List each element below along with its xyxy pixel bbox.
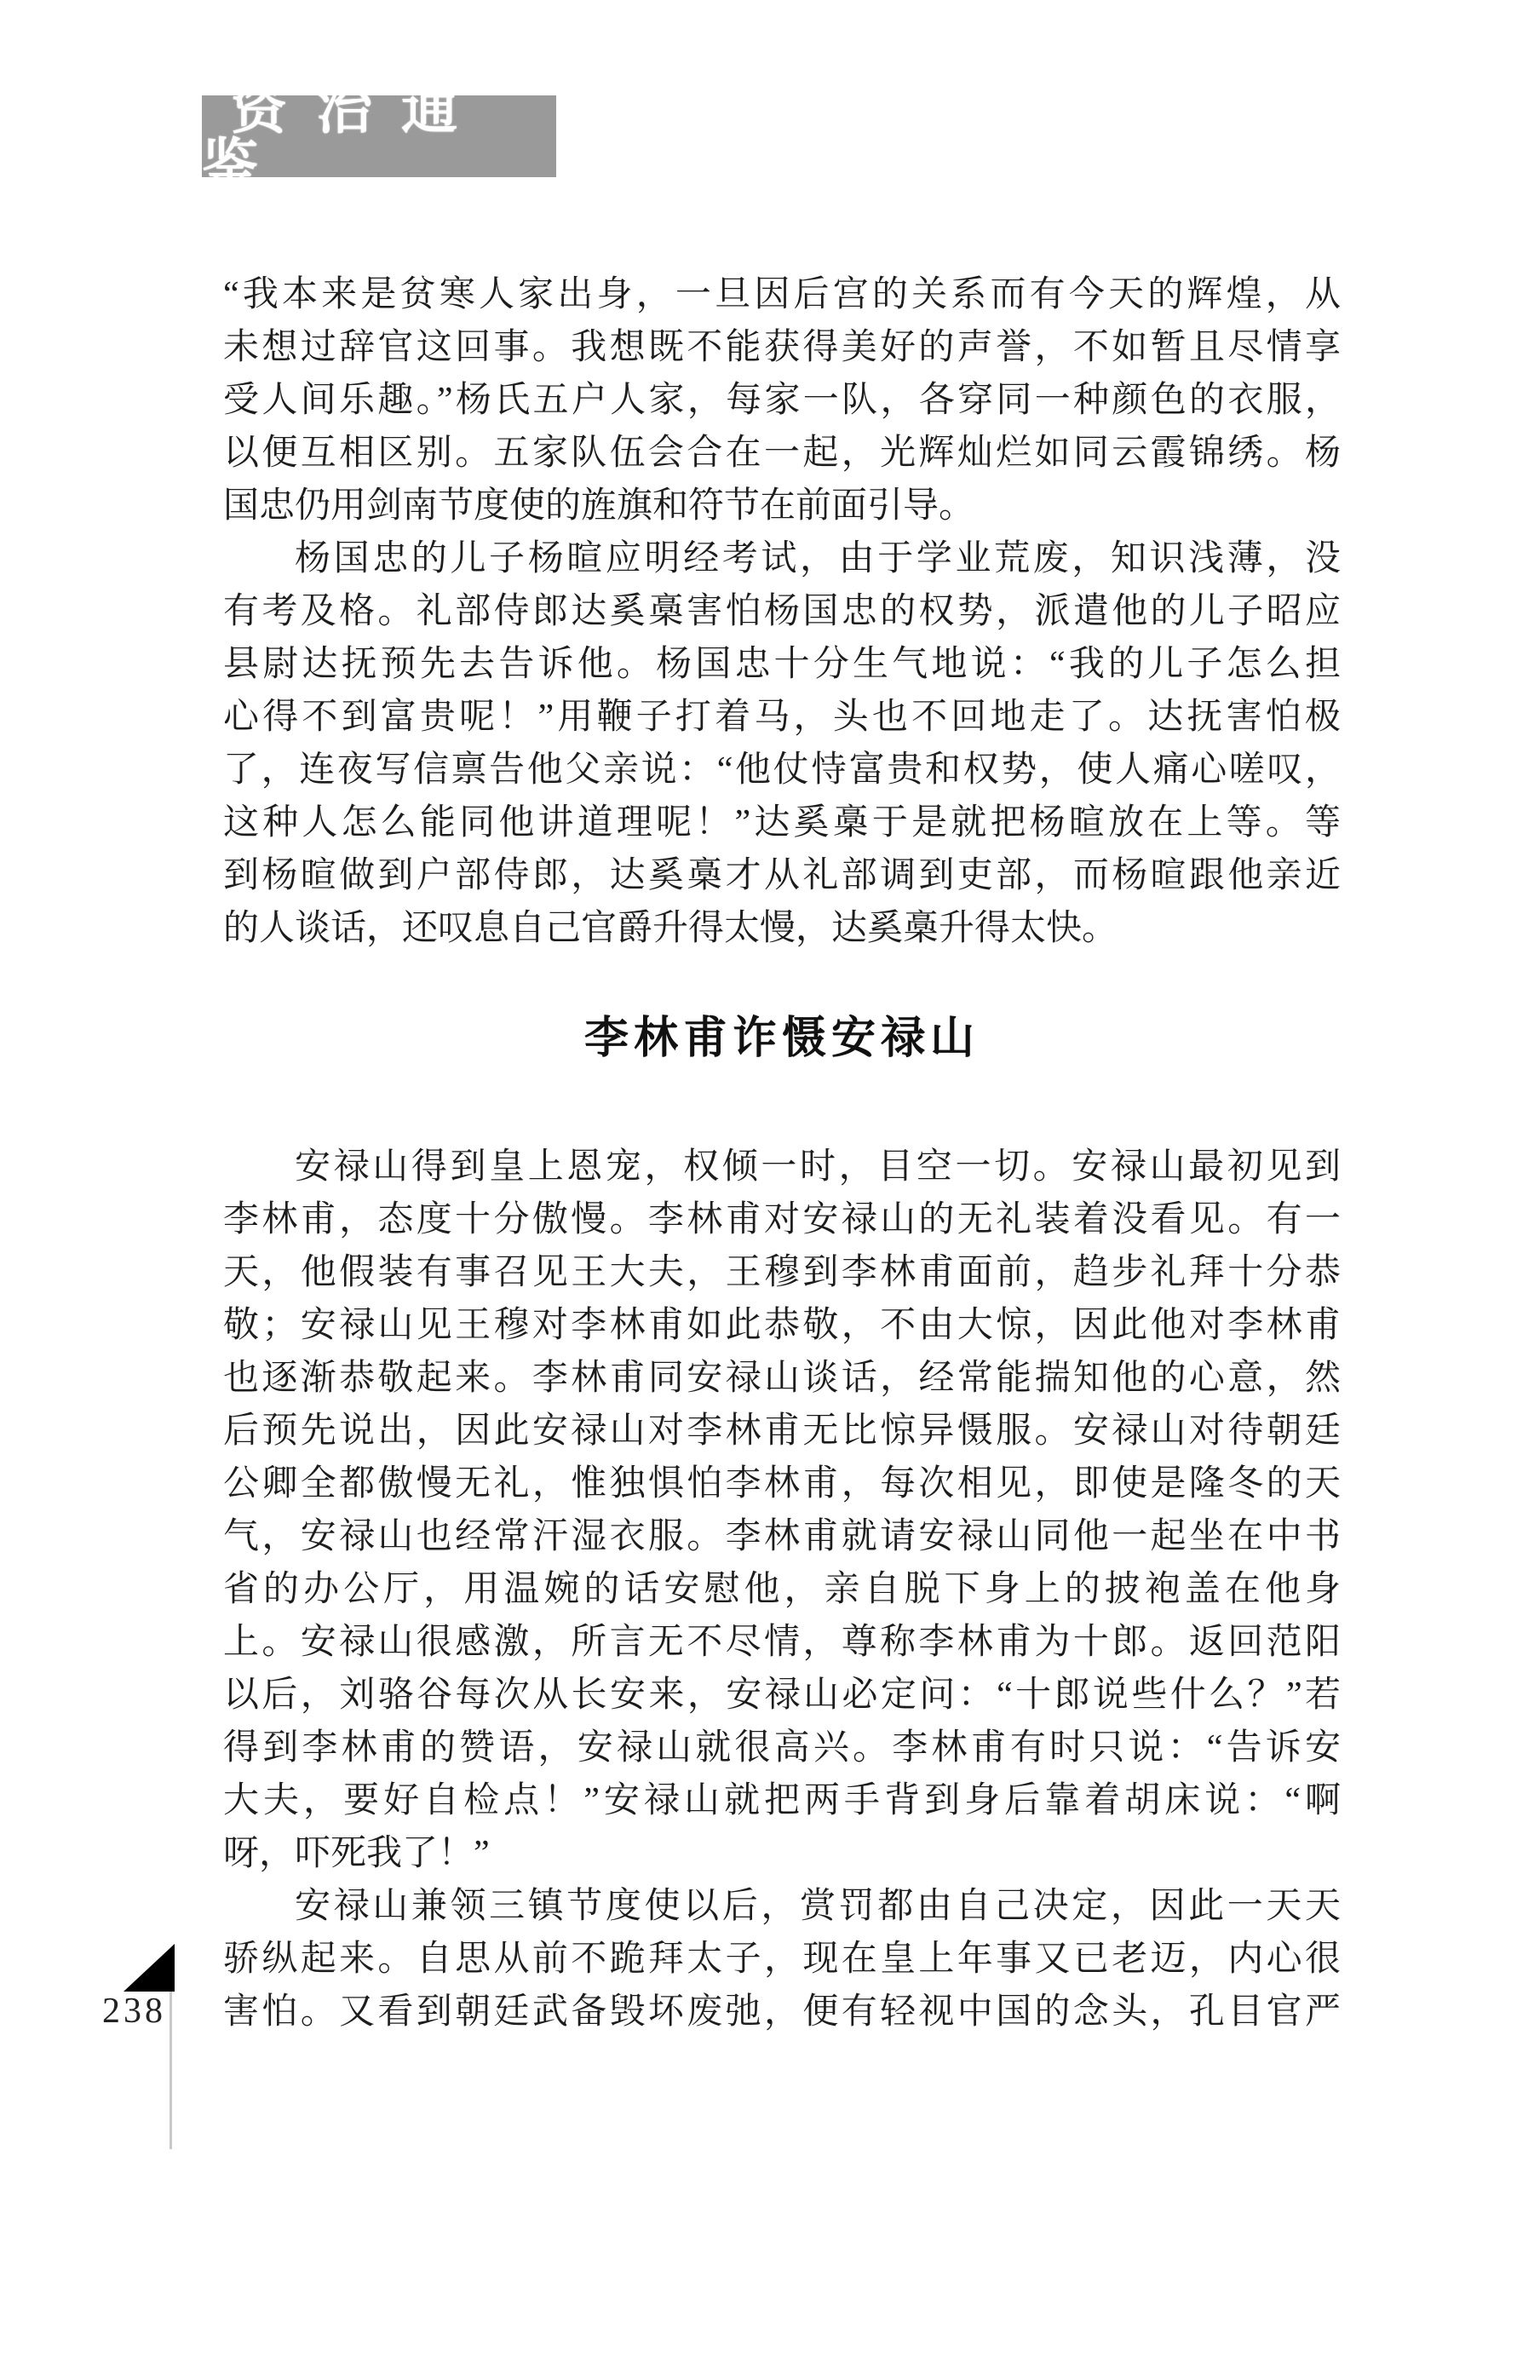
text-line: 呀，吓死我了！” xyxy=(223,1834,490,1873)
text-line: 了，连夜写信禀告他父亲说：“他仗恃富贵和权势，使人痛心嗟叹， xyxy=(223,750,1341,790)
text-line: 有考及格。礼部侍郎达奚槀害怕杨国忠的权势，派遣他的儿子昭应 xyxy=(223,592,1341,631)
text-line: 敬；安禄山见王穆对李林甫如此恭敬，不由大惊，因此他对李林甫 xyxy=(223,1306,1341,1345)
text-line: 心得不到富贵呢！”用鞭子打着马，头也不回地走了。达抚害怕极 xyxy=(223,698,1341,737)
corner-triangle-marker xyxy=(124,1944,175,1992)
paragraph xyxy=(223,1141,1341,1880)
text-line: 安禄山兼领三镇节度使以后，赏罚都由自己决定，因此一天天 xyxy=(295,1887,1341,1926)
book-title: 资治通鉴 xyxy=(202,77,486,196)
text-line: 后预先说出，因此安禄山对李林甫无比惊异慑服。安禄山对待朝廷 xyxy=(223,1411,1341,1451)
paragraph xyxy=(223,268,1341,532)
text-line: 这种人怎么能同他讲道理呢！”达奚槀于是就把杨暄放在上等。等 xyxy=(223,803,1341,842)
text-line: 大夫，要好自检点！”安禄山就把两手背到身后靠着胡床说：“啊 xyxy=(223,1781,1341,1820)
text-line: 省的办公厅，用温婉的话安慰他，亲自脱下身上的披袍盖在他身 xyxy=(223,1570,1341,1609)
text-line: 天，他假装有事召见王大夫，王穆到李林甫面前，趋步礼拜十分恭 xyxy=(223,1253,1341,1292)
text-line: 安禄山得到皇上恩宠，权倾一时，目空一切。安禄山最初见到 xyxy=(295,1147,1341,1187)
book-title-banner xyxy=(202,77,556,196)
text-line: 气，安禄山也经常汗湿衣服。李林甫就请安禄山同他一起坐在中书 xyxy=(223,1517,1341,1556)
section-heading: 李林甫诈慑安禄山 xyxy=(583,1014,980,1063)
text-line: 以后，刘骆谷每次从长安来，安禄山必定问：“十郎说些什么？”若 xyxy=(223,1676,1341,1715)
paragraph xyxy=(223,532,1341,955)
paragraph xyxy=(223,1880,1341,2038)
page-number: 238 xyxy=(102,1992,166,2031)
body-text xyxy=(223,268,1341,2038)
text-line: 受人间乐趣。”杨氏五户人家，每家一队，各穿同一种颜色的衣服， xyxy=(223,381,1341,420)
text-line: 到杨暄做到户部侍郎，达奚槀才从礼部调到吏部，而杨暄跟他亲近 xyxy=(223,856,1341,895)
text-line: 的人谈话，还叹息自己官爵升得太慢，达奚槀升得太快。 xyxy=(223,909,1118,948)
text-line: 公卿全都傲慢无礼，惟独惧怕李林甫，每次相见，即使是隆冬的天 xyxy=(223,1464,1341,1503)
text-line: “我本来是贫寒人家出身，一旦因后宫的关系而有今天的辉煌，从 xyxy=(223,275,1341,314)
text-line: 杨国忠的儿子杨暄应明经考试，由于学业荒废，知识浅薄，没 xyxy=(295,539,1341,578)
text-line: 骄纵起来。自思从前不跪拜太子，现在皇上年事又已老迈，内心很 xyxy=(223,1940,1341,1979)
text-line: 也逐渐恭敬起来。李林甫同安禄山谈话，经常能揣知他的心意，然 xyxy=(223,1359,1341,1398)
text-line: 李林甫，态度十分傲慢。李林甫对安禄山的无礼装着没看见。有一 xyxy=(223,1200,1341,1239)
text-line: 县尉达抚预先去告诉他。杨国忠十分生气地说：“我的儿子怎么担 xyxy=(223,645,1341,684)
text-line: 上。安禄山很感激，所言无不尽情，尊称李林甫为十郎。返回范阳 xyxy=(223,1623,1341,1662)
text-line: 以便互相区别。五家队伍会合在一起，光辉灿烂如同云霞锦绣。杨 xyxy=(223,434,1341,473)
text-line: 得到李林甫的赞语，安禄山就很高兴。李林甫有时只说：“告诉安 xyxy=(223,1728,1341,1768)
text-line: 未想过辞官这回事。我想既不能获得美好的声誉，不如暂且尽情享 xyxy=(223,328,1341,367)
footer-vertical-rule xyxy=(170,1992,172,2149)
text-line: 国忠仍用剑南节度使的旌旗和符节在前面引导。 xyxy=(223,486,975,526)
text-line: 害怕。又看到朝廷武备毁坏废弛，便有轻视中国的念头，孔目官严 xyxy=(223,1992,1341,2032)
